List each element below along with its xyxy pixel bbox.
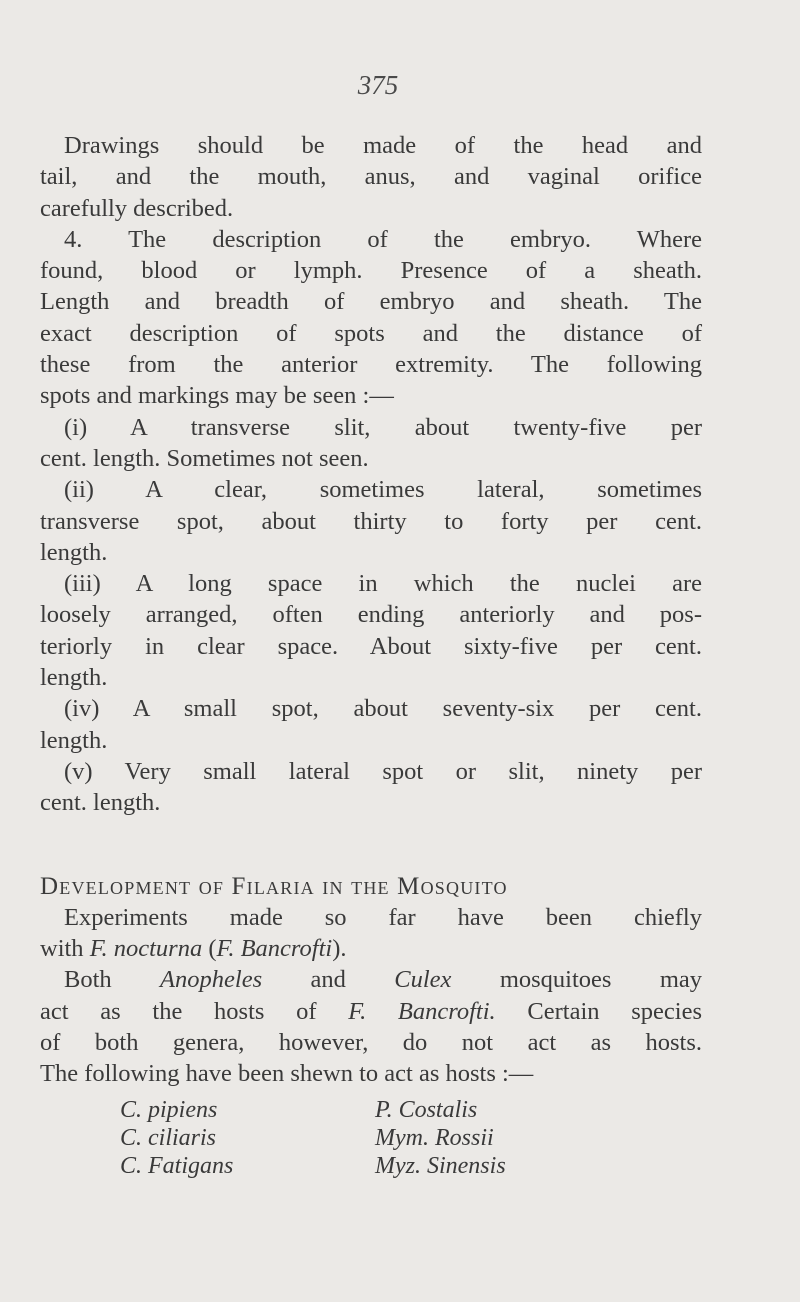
text-line: length.	[40, 664, 108, 692]
section-heading-text: Development of Filaria in the Mosquito	[40, 872, 508, 900]
paragraph-experiments	[40, 902, 702, 965]
text-line: transverse spot, about thirty to forty per cent.	[40, 507, 702, 535]
paragraph-hosts	[40, 964, 702, 1089]
section-heading	[40, 871, 702, 902]
text-span: Certain species	[495, 997, 702, 1025]
text-line	[40, 964, 702, 995]
list-item-ii	[40, 474, 702, 568]
list-item-i	[40, 412, 702, 475]
text-span: mosquitoes may	[451, 966, 702, 994]
text-span: (	[202, 935, 217, 963]
text-line: tail, and the mouth, anus, and vaginal orifice	[40, 163, 702, 191]
species-item: Myz. Sinensis	[375, 1152, 506, 1179]
paragraph-drawings	[40, 130, 702, 224]
text-line: carefully described.	[40, 194, 234, 222]
list-item-v	[40, 756, 702, 819]
text-line: cent. length.	[40, 789, 161, 817]
text-line: (i) A transverse slit, about twenty-five per	[64, 413, 702, 441]
page-number: 375	[357, 70, 399, 100]
text-span: and	[262, 966, 395, 994]
text-line: The following have been shewn to act as hosts :—	[40, 1060, 534, 1088]
text-span: act as the hosts of	[40, 997, 349, 1025]
species-item: C. Fatigans	[120, 1152, 234, 1179]
species-item: Mym. Rossii	[375, 1124, 494, 1151]
text-line: of both genera, however, do not act as hosts.	[40, 1029, 702, 1057]
text-span: with	[40, 935, 90, 963]
text-line: (ii) A clear, sometimes lateral, sometimes	[64, 476, 702, 504]
body-text	[40, 130, 702, 1180]
species-name: F. nocturna	[89, 935, 203, 963]
text-line: these from the anterior extremity. The following	[40, 351, 702, 379]
species-item: C. pipiens	[120, 1096, 218, 1123]
text-line: found, blood or lymph. Presence of a sheath.	[40, 257, 702, 285]
text-line: length.	[40, 726, 108, 754]
text-span: ).	[332, 935, 347, 963]
species-name: F. Bancrofti	[216, 935, 333, 963]
list-item-iii	[40, 568, 702, 693]
text-line: (iii) A long space in which the nuclei are	[64, 570, 702, 598]
text-line: cent. length. Sometimes not seen.	[40, 444, 369, 472]
paragraph-embryo	[40, 224, 702, 412]
genus-name: Culex	[394, 966, 452, 994]
text-line: spots and markings may be seen :—	[40, 382, 394, 410]
text-line: (iv) A small spot, about seventy-six per cent.	[64, 695, 702, 723]
text-line: loosely arranged, often ending anteriorly and pos-	[40, 601, 702, 629]
text-line	[40, 996, 702, 1027]
text-line: Length and breadth of embryo and sheath. The	[40, 288, 702, 316]
text-line: Experiments made so far have been chiefly	[64, 903, 702, 931]
species-item: C. ciliaris	[120, 1124, 217, 1151]
species-name: F. Bancrofti.	[348, 997, 496, 1025]
text-line: 4. The description of the embryo. Where	[64, 225, 702, 253]
species-item: P. Costalis	[375, 1096, 478, 1123]
genus-name: Anopheles	[160, 966, 263, 994]
text-line: length.	[40, 538, 108, 566]
text-line: teriorly in clear space. About sixty-five per cent.	[40, 632, 702, 660]
text-line	[40, 933, 702, 964]
text-span: Both	[64, 966, 161, 994]
text-line: (v) Very small lateral spot or slit, ninety per	[64, 757, 702, 785]
text-line: Drawings should be made of the head and	[64, 132, 702, 159]
list-item-iv	[40, 693, 702, 756]
species-list	[120, 1096, 702, 1180]
text-line: exact description of spots and the distance of	[40, 319, 702, 347]
